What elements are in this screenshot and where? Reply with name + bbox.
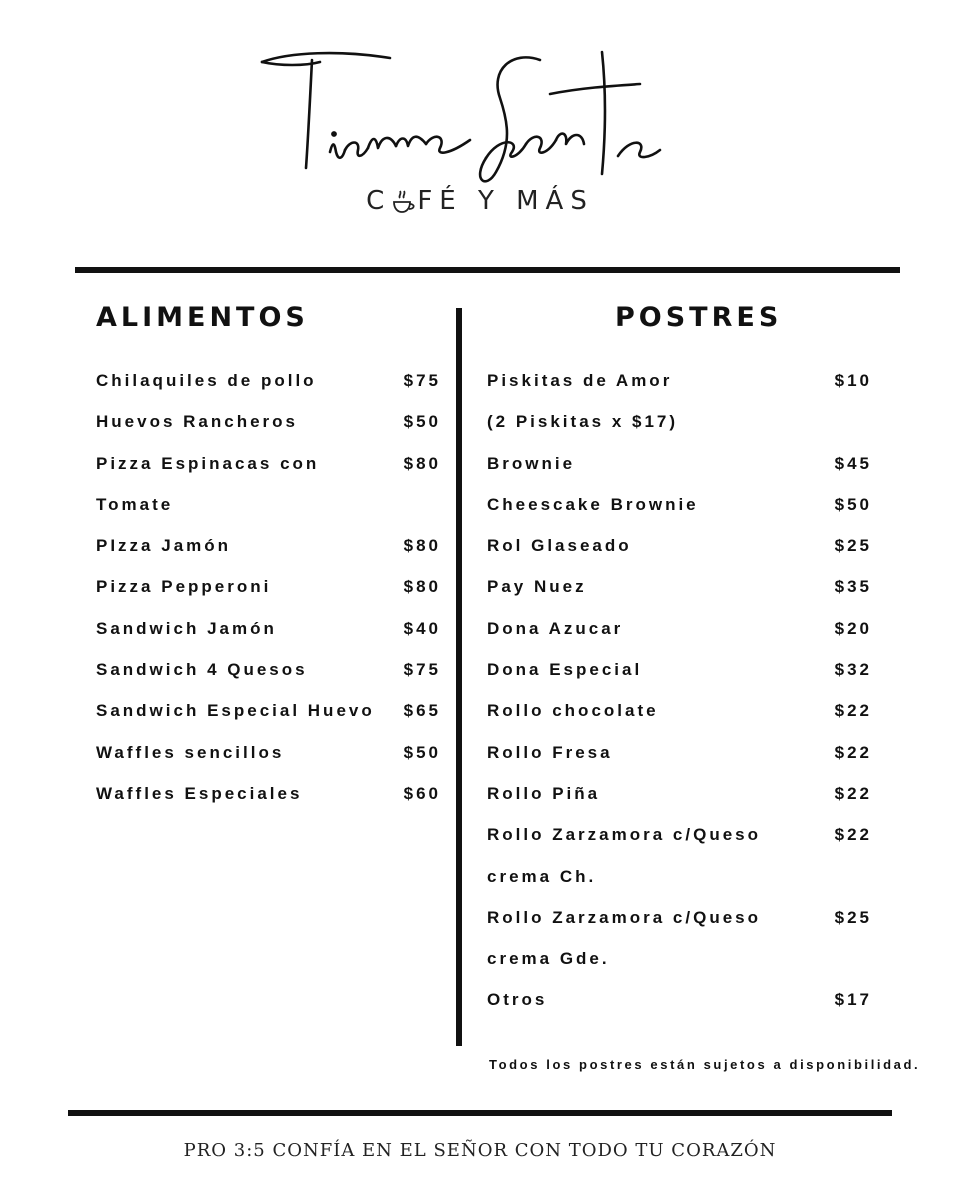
menu-item xyxy=(487,690,872,731)
item-price: $40 xyxy=(403,618,441,638)
logo-tagline xyxy=(0,186,960,216)
menu-item xyxy=(96,649,441,690)
item-name: Brownie xyxy=(487,453,576,473)
menu-item xyxy=(487,979,872,1020)
item-name: Sandwich Especial Huevo xyxy=(96,701,375,721)
alimentos-heading: ALIMENTOS xyxy=(96,302,309,333)
item-price: $75 xyxy=(403,660,441,680)
item-name: Waffles Especiales xyxy=(96,783,303,803)
item-price: $22 xyxy=(834,783,872,803)
tierra-santa-logo xyxy=(250,40,680,200)
menu-item xyxy=(96,608,441,649)
item-price: $10 xyxy=(834,371,872,390)
item-name: Sandwich 4 Quesos xyxy=(96,660,308,680)
item-price: $22 xyxy=(834,742,872,762)
alimentos-list xyxy=(96,360,441,814)
item-price: $50 xyxy=(834,494,872,514)
item-name: Otros xyxy=(487,990,548,1010)
item-name: Dona Especial xyxy=(487,660,643,680)
item-price: $22 xyxy=(834,825,872,845)
menu-item xyxy=(487,360,872,401)
item-name: PIzza Jamón xyxy=(96,536,232,556)
item-name: Huevos Rancheros xyxy=(96,412,298,432)
menu-item xyxy=(96,732,441,773)
menu-item xyxy=(96,525,441,566)
item-price: $25 xyxy=(834,907,872,927)
menu-item xyxy=(487,649,872,690)
item-price: $65 xyxy=(403,701,441,721)
item-name: Dona Azucar xyxy=(487,618,624,638)
postres-heading: POSTRES xyxy=(615,302,783,333)
menu-item xyxy=(487,525,872,566)
menu-item xyxy=(96,690,441,731)
menu-item xyxy=(96,773,441,814)
item-name: Waffles sencillos xyxy=(96,742,285,762)
item-price: $45 xyxy=(834,453,872,473)
item-name: Rollo chocolate xyxy=(487,701,659,721)
menu-item xyxy=(487,484,872,525)
menu-item xyxy=(487,897,872,980)
menu-item xyxy=(96,401,441,442)
item-price: $60 xyxy=(403,783,441,803)
item-price: $80 xyxy=(403,577,441,597)
item-price: $25 xyxy=(834,536,872,556)
item-price: $35 xyxy=(834,577,872,597)
menu-item-note xyxy=(487,401,872,442)
menu-item xyxy=(96,566,441,607)
footer-verse: PRO 3:5 CONFÍA EN EL SEÑOR CON TODO TU CORAZÓN xyxy=(183,1140,777,1161)
item-name: Pizza Espinacas con Tomate xyxy=(96,453,320,514)
menu-item xyxy=(96,443,441,526)
item-price: $80 xyxy=(403,536,441,556)
menu-item xyxy=(96,360,441,401)
item-name: Chilaquiles de pollo xyxy=(96,371,317,390)
item-name: Pizza Pepperoni xyxy=(96,577,272,597)
item-price: $22 xyxy=(834,701,872,721)
tagline-rest: FÉ Y MÁS xyxy=(417,186,594,216)
menu-item xyxy=(487,566,872,607)
item-name: Rollo Fresa xyxy=(487,742,613,762)
availability-note: Todos los postres están sujetos a disponibilidad. xyxy=(489,1057,921,1072)
menu-item xyxy=(487,732,872,773)
tagline-prefix: C xyxy=(366,186,392,216)
menu-item xyxy=(487,814,872,897)
item-name: Rollo Zarzamora c/Queso crema Ch. xyxy=(487,825,761,886)
coffee-cup-icon xyxy=(391,189,417,215)
item-price: $50 xyxy=(403,412,441,432)
item-price: $17 xyxy=(834,990,872,1010)
menu-item xyxy=(487,608,872,649)
item-price: $32 xyxy=(834,660,872,680)
column-divider xyxy=(456,308,462,1046)
item-price: $50 xyxy=(403,742,441,762)
item-name: Sandwich Jamón xyxy=(96,618,277,638)
bottom-divider-rule xyxy=(68,1110,892,1116)
item-name: Pay Nuez xyxy=(487,577,587,597)
item-price: $80 xyxy=(403,453,441,473)
top-divider-rule xyxy=(75,267,900,273)
item-price: $20 xyxy=(834,618,872,638)
item-name: Rol Glaseado xyxy=(487,536,632,556)
item-name: Rollo Zarzamora c/Queso crema Gde. xyxy=(487,907,761,969)
menu-item xyxy=(487,773,872,814)
postres-list xyxy=(487,360,872,1021)
item-name: Cheescake Brownie xyxy=(487,494,699,514)
menu-item xyxy=(487,443,872,484)
item-name: Rollo Piña xyxy=(487,783,601,803)
item-name: Piskitas de Amor xyxy=(487,371,673,390)
item-name: (2 Piskitas x $17) xyxy=(487,412,679,432)
item-price: $75 xyxy=(403,371,441,390)
